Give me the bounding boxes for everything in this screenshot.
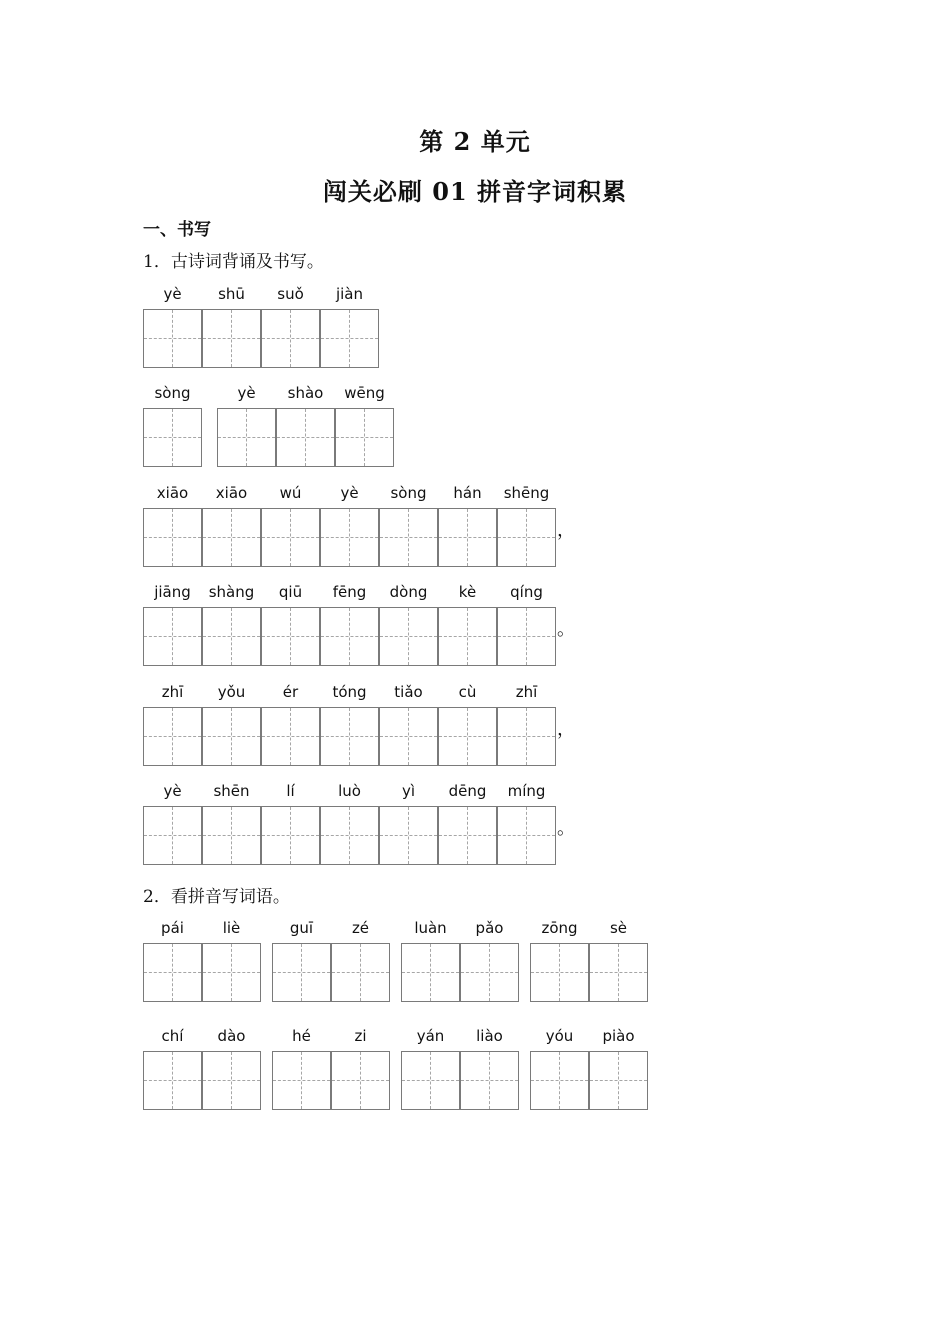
pinyin-label: zi	[354, 1027, 367, 1045]
writing-cell[interactable]	[202, 607, 261, 666]
pinyin-label: shū	[218, 285, 245, 303]
writing-cell[interactable]	[497, 707, 556, 766]
pinyin-label: zhī	[515, 683, 538, 701]
pinyin-label: shēng	[503, 484, 550, 502]
writing-cell[interactable]	[320, 707, 379, 766]
pinyin-label: qíng	[510, 583, 543, 601]
section-heading: 一、书写	[143, 220, 211, 240]
pinyin-label: yóu	[545, 1027, 574, 1045]
writing-cell[interactable]	[202, 508, 261, 567]
pinyin-label: dēng	[448, 782, 487, 800]
writing-cell[interactable]	[143, 607, 202, 666]
pinyin-label: shēn	[213, 782, 250, 800]
pinyin-label: wú	[279, 484, 302, 502]
writing-cell[interactable]	[589, 1051, 648, 1110]
writing-cell[interactable]	[202, 806, 261, 865]
pinyin-label: tiǎo	[394, 683, 423, 701]
writing-cell[interactable]	[320, 508, 379, 567]
pinyin-label: zōng	[541, 919, 578, 937]
writing-cell[interactable]	[202, 1051, 261, 1110]
pinyin-label: xiāo	[215, 484, 248, 502]
writing-cell[interactable]	[438, 806, 497, 865]
pinyin-label: sòng	[154, 384, 191, 402]
punctuation-mark: ，	[557, 520, 575, 541]
writing-cell[interactable]	[276, 408, 335, 467]
writing-cell[interactable]	[331, 943, 390, 1002]
page-title: 闯关必刷 01 拼音字词积累	[322, 177, 628, 206]
pinyin-label: sòng	[390, 484, 427, 502]
writing-cell[interactable]	[530, 943, 589, 1002]
writing-cell[interactable]	[261, 607, 320, 666]
unit-title: 第 2 单元	[419, 127, 531, 156]
writing-cell[interactable]	[320, 309, 379, 368]
pinyin-label: liè	[222, 919, 241, 937]
pinyin-label: míng	[507, 782, 546, 800]
writing-cell[interactable]	[497, 508, 556, 567]
pinyin-label: lí	[286, 782, 295, 800]
writing-cell[interactable]	[217, 408, 276, 467]
pinyin-label: yán	[416, 1027, 445, 1045]
writing-cell[interactable]	[143, 309, 202, 368]
pinyin-label: guī	[289, 919, 314, 937]
pinyin-label: sè	[609, 919, 628, 937]
punctuation-mark: ，	[557, 719, 575, 740]
writing-cell[interactable]	[143, 707, 202, 766]
writing-cell[interactable]	[331, 1051, 390, 1110]
pinyin-label: tóng	[332, 683, 367, 701]
pinyin-label: chí	[161, 1027, 184, 1045]
punctuation-mark: 。	[557, 619, 575, 640]
writing-cell[interactable]	[261, 309, 320, 368]
pinyin-label: dào	[217, 1027, 246, 1045]
pinyin-label: jiàn	[335, 285, 364, 303]
pinyin-label: yǒu	[217, 683, 246, 701]
writing-cell[interactable]	[497, 806, 556, 865]
punctuation-mark: 。	[557, 818, 575, 839]
writing-cell[interactable]	[379, 806, 438, 865]
pinyin-label: kè	[458, 583, 477, 601]
pinyin-label: dòng	[389, 583, 428, 601]
pinyin-label: shào	[287, 384, 324, 402]
pinyin-label: pái	[161, 919, 184, 937]
writing-cell[interactable]	[335, 408, 394, 467]
pinyin-label: piào	[602, 1027, 635, 1045]
pinyin-label: yè	[237, 384, 256, 402]
writing-cell[interactable]	[460, 943, 519, 1002]
pinyin-label: zé	[351, 919, 370, 937]
writing-cell[interactable]	[379, 707, 438, 766]
pinyin-label: hé	[292, 1027, 311, 1045]
question-1-prompt: 1．古诗词背诵及书写。	[143, 252, 324, 272]
writing-cell[interactable]	[401, 1051, 460, 1110]
pinyin-label: zhī	[161, 683, 184, 701]
writing-cell[interactable]	[143, 1051, 202, 1110]
writing-cell[interactable]	[261, 707, 320, 766]
writing-cell[interactable]	[320, 806, 379, 865]
pinyin-label: jiāng	[154, 583, 191, 601]
writing-cell[interactable]	[460, 1051, 519, 1110]
writing-cell[interactable]	[320, 607, 379, 666]
writing-cell[interactable]	[438, 707, 497, 766]
writing-cell[interactable]	[272, 1051, 331, 1110]
pinyin-label: yè	[163, 782, 182, 800]
question-2-prompt: 2．看拼音写词语。	[143, 887, 290, 907]
writing-cell[interactable]	[379, 607, 438, 666]
writing-cell[interactable]	[438, 607, 497, 666]
writing-cell[interactable]	[497, 607, 556, 666]
pinyin-label: xiāo	[156, 484, 189, 502]
writing-cell[interactable]	[530, 1051, 589, 1110]
pinyin-label: suǒ	[277, 285, 304, 303]
writing-cell[interactable]	[202, 309, 261, 368]
pinyin-label: shàng	[208, 583, 255, 601]
writing-cell[interactable]	[143, 806, 202, 865]
pinyin-label: ér	[282, 683, 299, 701]
pinyin-label: yè	[163, 285, 182, 303]
writing-cell[interactable]	[272, 943, 331, 1002]
pinyin-label: liào	[476, 1027, 503, 1045]
pinyin-label: qiū	[278, 583, 303, 601]
pinyin-label: yè	[340, 484, 359, 502]
pinyin-label: wēng	[344, 384, 385, 402]
writing-cell[interactable]	[143, 408, 202, 467]
writing-cell[interactable]	[202, 943, 261, 1002]
pinyin-label: pǎo	[475, 919, 504, 937]
writing-cell[interactable]	[261, 806, 320, 865]
pinyin-label: fēng	[332, 583, 367, 601]
writing-cell[interactable]	[401, 943, 460, 1002]
pinyin-label: cù	[458, 683, 477, 701]
pinyin-label: luò	[338, 782, 361, 800]
writing-cell[interactable]	[202, 707, 261, 766]
writing-cell[interactable]	[261, 508, 320, 567]
writing-cell[interactable]	[589, 943, 648, 1002]
pinyin-label: luàn	[414, 919, 447, 937]
pinyin-label: hán	[453, 484, 482, 502]
writing-cell[interactable]	[143, 508, 202, 567]
writing-cell[interactable]	[438, 508, 497, 567]
writing-cell[interactable]	[379, 508, 438, 567]
pinyin-label: yì	[401, 782, 416, 800]
writing-cell[interactable]	[143, 943, 202, 1002]
